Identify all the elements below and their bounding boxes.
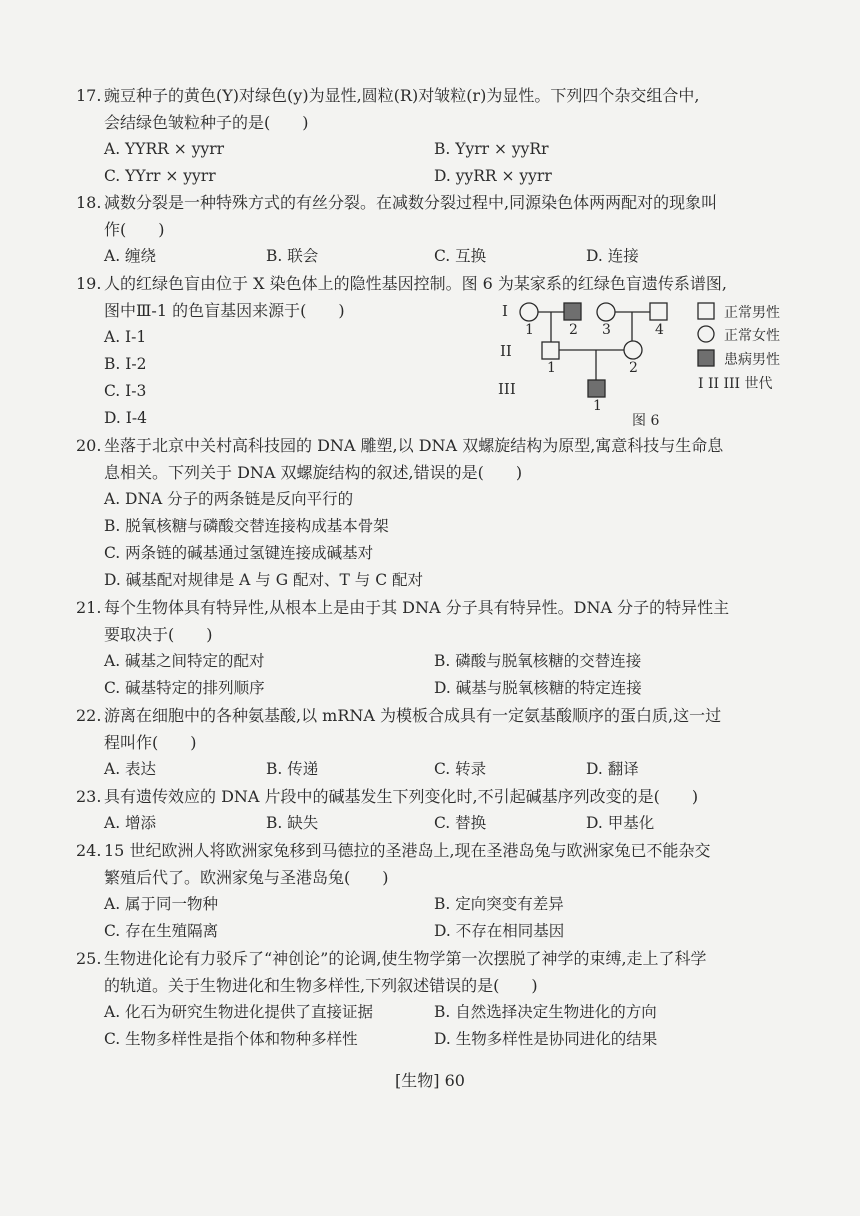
option-c: C. I-3 — [104, 382, 147, 400]
question-21 — [76, 594, 788, 702]
option-a: A. 增添 — [104, 814, 157, 832]
option-a: A. 表达 — [104, 760, 157, 778]
options-row — [76, 675, 788, 702]
option-c: C. 替换 — [434, 814, 487, 832]
option-b: B. Yyrr × yyRr — [434, 140, 549, 158]
male-normal-symbol — [650, 303, 667, 320]
question-25 — [76, 945, 788, 1053]
option-c: C. 生物多样性是指个体和物种多样性 — [104, 1030, 358, 1048]
option-b: B. 自然选择决定生物进化的方向 — [434, 1003, 657, 1021]
option-b: B. 磷酸与脱氧核糖的交替连接 — [434, 652, 642, 670]
male-affected-symbol — [564, 303, 581, 320]
question-number: 24. — [76, 841, 102, 860]
options-row — [76, 891, 788, 918]
option-b: B. 缺失 — [266, 814, 319, 832]
question-stem: 坐落于北京中关村高科技园的 DNA 雕塑,以 DNA 双螺旋结构为原型,寓意科技与生命息 — [104, 436, 724, 455]
question-stem: 游离在细胞中的各种氨基酸,以 mRNA 为模板合成具有一定氨基酸顺序的蛋白质,这一过 — [104, 706, 722, 725]
question-number: 22. — [76, 706, 102, 725]
option-c: C. 互换 — [434, 247, 487, 265]
question-22 — [76, 702, 788, 783]
question-17 — [76, 82, 788, 190]
member-number: 2 — [629, 360, 638, 376]
option-c: C. 碱基特定的排列顺序 — [104, 679, 265, 697]
question-stem: 繁殖后代了。欧洲家兔与圣港岛兔( ) — [104, 868, 389, 887]
question-24 — [76, 837, 788, 945]
page-footer: [生物] 60 — [395, 1071, 465, 1090]
option-b: B. 联会 — [266, 247, 319, 265]
member-number: 1 — [547, 360, 556, 376]
options-row — [76, 999, 788, 1026]
generation-label: II — [500, 342, 512, 360]
options-row — [76, 810, 788, 837]
question-stem: 程叫作( ) — [104, 733, 197, 752]
option-b: B. 定向突变有差异 — [434, 895, 564, 913]
female-normal-symbol — [597, 303, 615, 321]
legend-label: 正常男性 — [724, 305, 780, 321]
options-row — [76, 163, 788, 190]
female-normal-symbol — [520, 303, 538, 321]
question-number: 20. — [76, 436, 102, 455]
question-stem: 豌豆种子的黄色(Y)对绿色(y)为显性,圆粒(R)对皱粒(r)为显性。下列四个杂交组合中, — [104, 86, 700, 105]
legend-label: I II III 世代 — [698, 376, 773, 392]
question-23 — [76, 783, 788, 837]
option-a: A. 化石为研究生物进化提供了直接证据 — [104, 1003, 374, 1021]
option-a: A. 缠绕 — [104, 247, 157, 265]
option-c: C. 转录 — [434, 760, 487, 778]
member-number: 1 — [593, 398, 602, 414]
question-20 — [76, 432, 788, 594]
question-stem: 每个生物体具有特异性,从根本上是由于其 DNA 分子具有特异性。DNA 分子的特异性主 — [104, 598, 730, 617]
option-d: D. 碱基配对规律是 A 与 G 配对、T 与 C 配对 — [104, 571, 423, 589]
legend-label: 患病男性 — [724, 352, 780, 368]
options-row — [76, 1026, 788, 1053]
question-number: 25. — [76, 949, 102, 968]
option-d: D. 不存在相同基因 — [434, 922, 565, 940]
options-row — [76, 136, 788, 163]
pedigree-figure — [492, 292, 792, 432]
options-row — [76, 756, 788, 783]
option-a: A. 属于同一物种 — [104, 895, 219, 913]
question-stem: 15 世纪欧洲人将欧洲家兔移到马德拉的圣港岛上,现在圣港岛兔与欧洲家兔已不能杂交 — [104, 841, 711, 860]
option-d: D. 甲基化 — [586, 814, 655, 832]
options-row — [76, 540, 788, 567]
legend-male-normal-symbol — [698, 303, 714, 319]
option-c: C. YYrr × yyrr — [104, 167, 216, 185]
male-affected-symbol — [588, 380, 605, 397]
options-row — [76, 513, 788, 540]
option-b: B. 传递 — [266, 760, 319, 778]
options-row — [76, 648, 788, 675]
question-stem: 人的红绿色盲由位于 X 染色体上的隐性基因控制。图 6 为某家系的红绿色盲遗传系谱图, — [104, 274, 728, 293]
question-number: 21. — [76, 598, 102, 617]
question-stem: 减数分裂是一种特殊方式的有丝分裂。在减数分裂过程中,同源染色体两两配对的现象叫 — [104, 193, 718, 212]
option-c: C. 存在生殖隔离 — [104, 922, 219, 940]
option-b: B. I-2 — [104, 355, 147, 373]
question-stem: 图中Ⅲ-1 的色盲基因来源于( ) — [104, 301, 345, 320]
question-18 — [76, 189, 788, 270]
question-stem: 要取决于( ) — [104, 625, 213, 644]
option-d: D. 翻译 — [586, 760, 639, 778]
question-number: 19. — [76, 274, 102, 293]
option-a: A. DNA 分子的两条链是反向平行的 — [104, 490, 354, 508]
options-row — [76, 567, 788, 594]
options-row — [76, 486, 788, 513]
option-a: A. YYRR × yyrr — [104, 140, 225, 158]
option-a: A. I-1 — [104, 328, 147, 346]
question-stem: 会结绿色皱粒种子的是( ) — [104, 113, 309, 132]
generation-label: I — [502, 302, 508, 320]
option-d: D. 连接 — [586, 247, 639, 265]
options-row — [76, 918, 788, 945]
option-d: D. 碱基与脱氧核糖的特定连接 — [434, 679, 642, 697]
option-d: D. I-4 — [104, 409, 147, 427]
question-stem: 具有遗传效应的 DNA 片段中的碱基发生下列变化时,不引起碱基序列改变的是( ) — [104, 787, 699, 806]
option-b: B. 脱氧核糖与磷酸交替连接构成基本骨架 — [104, 517, 389, 535]
question-stem: 生物进化论有力驳斥了“神创论”的论调,使生物学第一次摆脱了神学的束缚,走上了科学 — [104, 949, 707, 968]
question-stem: 的轨道。关于生物进化和生物多样性,下列叙述错误的是( ) — [104, 976, 538, 995]
question-number: 23. — [76, 787, 102, 806]
legend-label: 正常女性 — [724, 328, 780, 344]
member-number: 2 — [569, 322, 578, 338]
male-normal-symbol — [542, 342, 559, 359]
question-stem: 息相关。下列关于 DNA 双螺旋结构的叙述,错误的是( ) — [104, 463, 523, 482]
legend-male-affected-symbol — [698, 350, 714, 366]
member-number: 4 — [655, 322, 664, 338]
female-normal-symbol — [624, 341, 642, 359]
legend-female-normal-symbol — [698, 326, 714, 342]
option-a: A. 碱基之间特定的配对 — [104, 652, 265, 670]
question-stem: 作( ) — [104, 220, 165, 239]
question-number: 18. — [76, 193, 102, 212]
option-d: D. yyRR × yyrr — [434, 167, 552, 185]
member-number: 1 — [525, 322, 534, 338]
question-number: 17. — [76, 86, 102, 105]
option-d: D. 生物多样性是协同进化的结果 — [434, 1030, 658, 1048]
member-number: 3 — [602, 322, 611, 338]
option-c: C. 两条链的碱基通过氢键连接成碱基对 — [104, 544, 374, 562]
generation-label: III — [498, 380, 516, 398]
figure-caption: 图 6 — [632, 413, 660, 429]
options-row — [76, 243, 788, 270]
